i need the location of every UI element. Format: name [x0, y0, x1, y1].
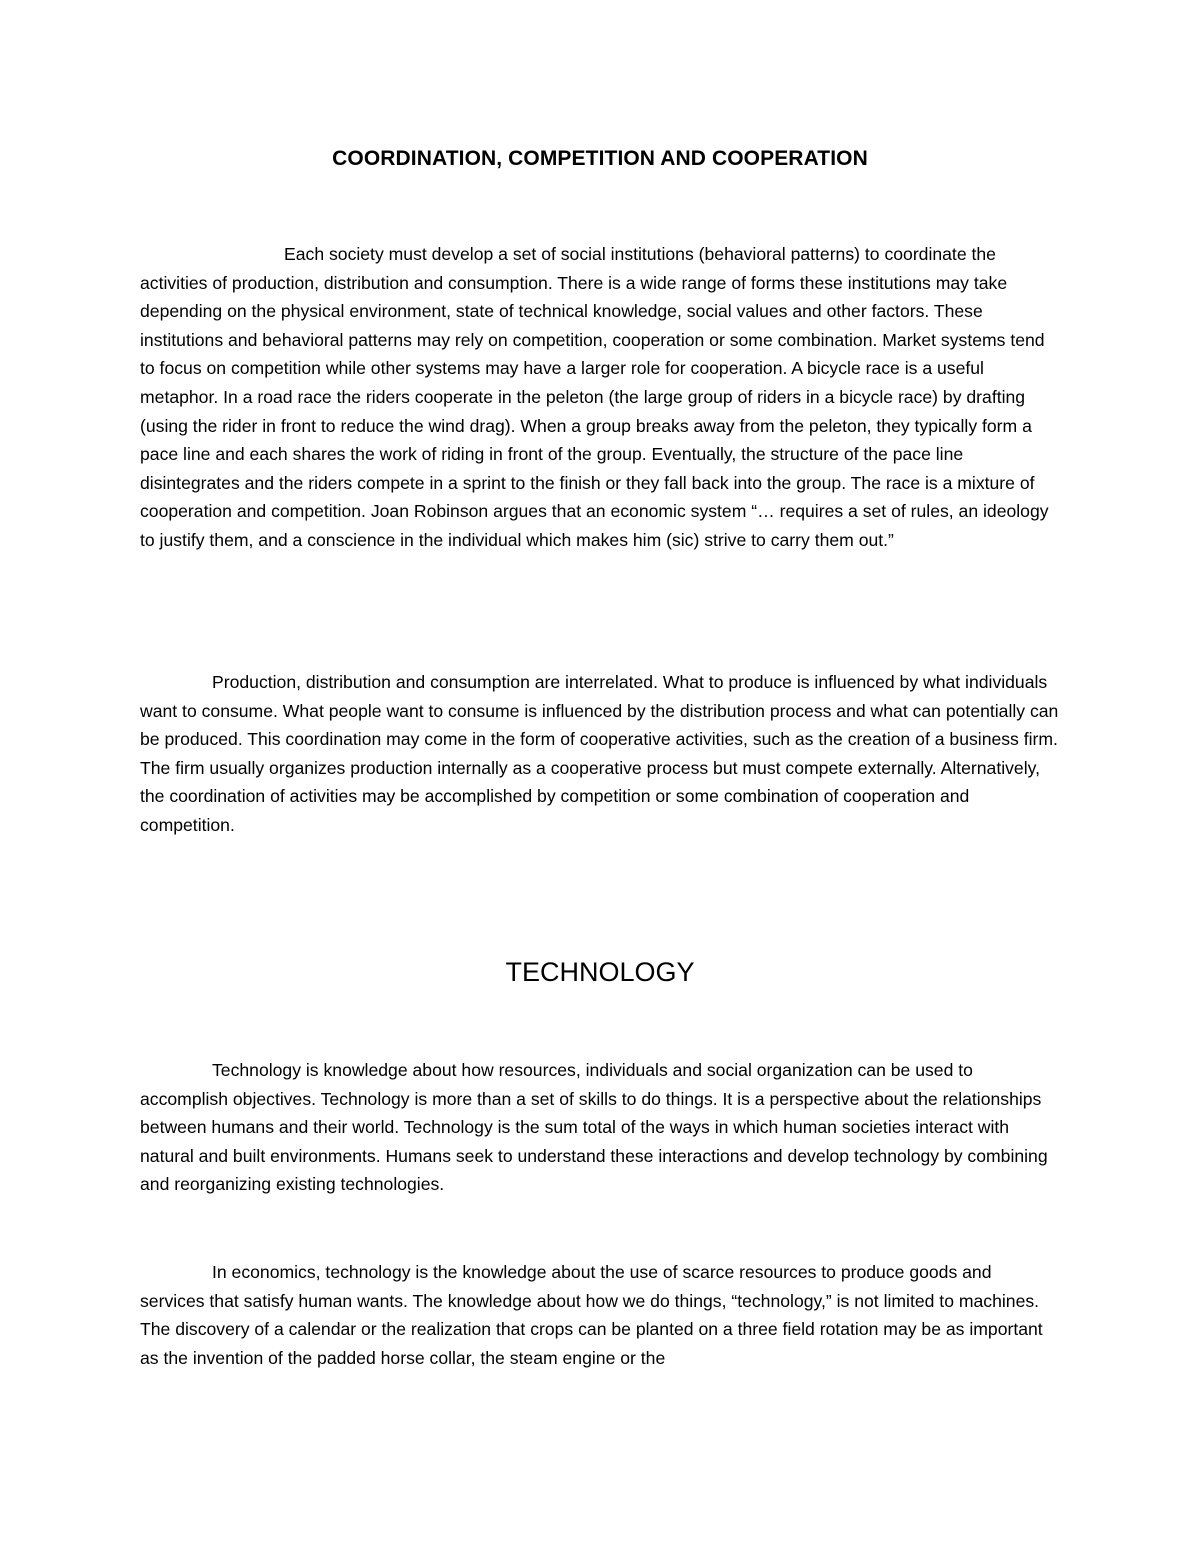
paragraph-technology-2: In economics, technology is the knowledge about the use of scarce resources to produce goods and services that satisfy human wants. The knowledge about how we do things, “technology,” is not limited to machines. The discovery of a calendar or the realization that crops can be planted on a three field rotation may be as important as the invention of the padded horse collar, the steam engine or the: [140, 1262, 1043, 1368]
section-title-technology: TECHNOLOGY: [505, 957, 695, 987]
section-title-coordination: COORDINATION, COMPETITION AND COOPERATION: [332, 147, 868, 170]
paragraph-coordination-2: Production, distribution and consumption are interrelated. What to produce is influenced by what individuals want to consume. What people want to consume is influenced by the distribution process and what can potentially can be produced. This coordination may come in the form of cooperative activities, such as the creation of a business firm. The firm usually organizes production internally as a cooperative process but must compete externally. Alternatively, the coordination of activities may be accomplished by competition or some combination of cooperation and competition.: [140, 672, 1059, 835]
paragraph-technology-1: Technology is knowledge about how resources, individuals and social organization can be used to accomplish objectives. Technology is more than a set of skills to do things. It is a perspective about the relationships between humans and their world. Technology is the sum total of the ways in which human societies interact with natural and built environments. Humans seek to understand these interactions and develop technology by combining and reorganizing existing technologies.: [140, 1060, 1048, 1195]
paragraph-coordination-1: Each society must develop a set of social institutions (behavioral patterns) to coordinate the activities of production, distribution and consumption. There is a wide range of forms these institutions may take depending on the physical environment, state of technical knowledge, social values and other factors. These institutions and behavioral patterns may rely on competition, cooperation or some combination. Market systems tend to focus on competition while other systems may have a larger role for cooperation. A bicycle race is a useful metaphor. In a road race the riders cooperate in the peleton (the large group of riders in a bicycle race) by drafting (using the rider in front to reduce the wind drag). When a group breaks away from the peleton, they typically form a pace line and each shares the work of riding in front of the group. Eventually, the structure of the pace line disintegrates and the riders compete in a sprint to the finish or they fall back into the group. The race is a mixture of cooperation and competition. Joan Robinson argues that an economic system “… requires a set of rules, an ideology to justify them, and a conscience in the individual which makes him (sic) strive to carry them out.”: [140, 244, 1049, 550]
